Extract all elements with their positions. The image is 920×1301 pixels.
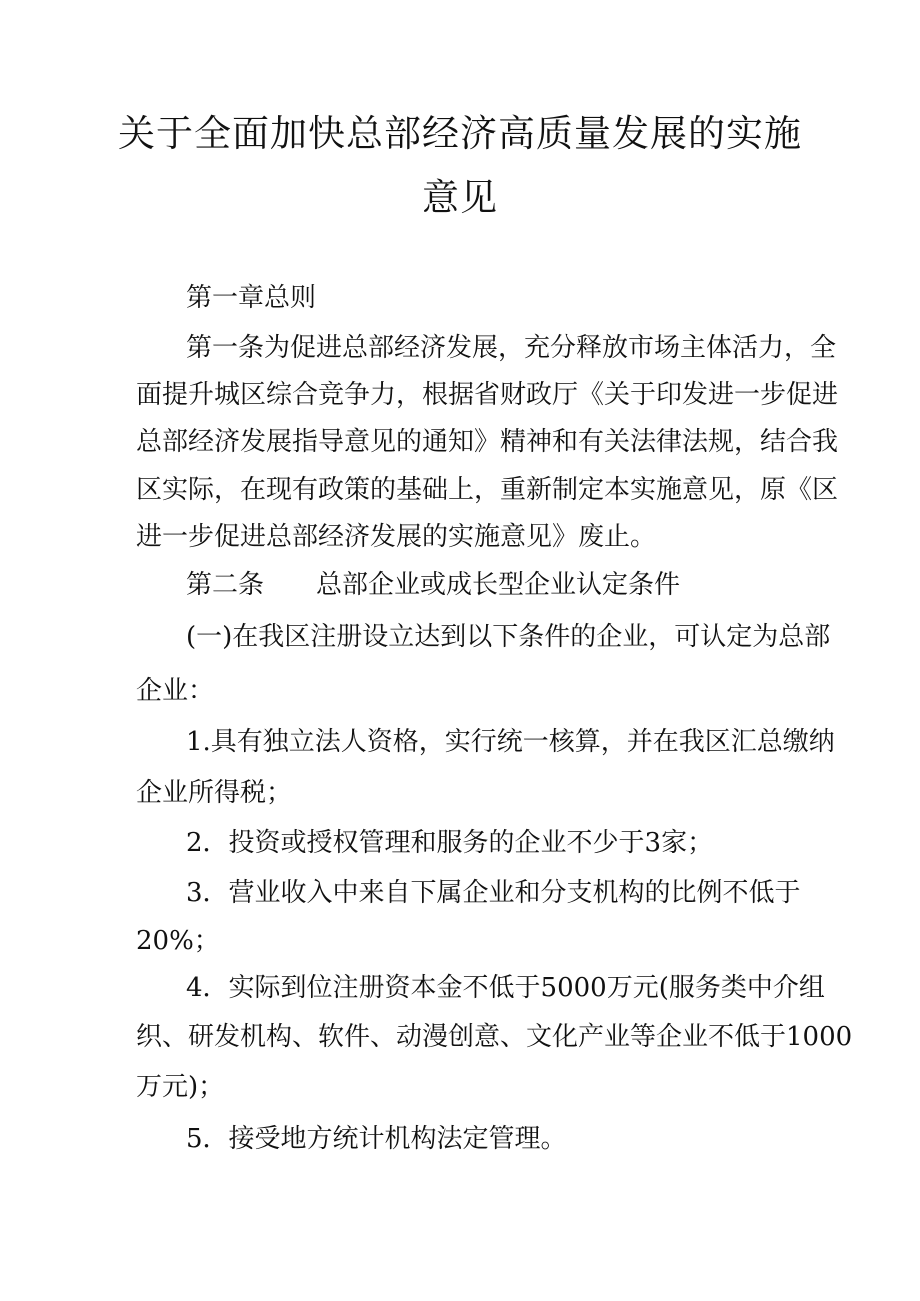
item-4-line-2: 织、研发机构、软件、动漫创意、文化产业等企业不低于1000: [136, 1022, 853, 1052]
article-1-line-5: 进一步促进总部经济发展的实施意见》废止。: [136, 522, 657, 552]
item-5: 5．接受地方统计机构法定管理。: [186, 1124, 567, 1154]
item-2: 2．投资或授权管理和服务的企业不少于3家；: [186, 828, 714, 858]
chapter-heading: 第一章总则: [186, 283, 317, 313]
clause-1-line-1: (一)在我区注册设立达到以下条件的企业，可认定为总部: [186, 622, 831, 652]
document-title-line-1: 关于全面加快总部经济高质量发展的实施: [118, 112, 802, 155]
item-1-line-1: 1.具有独立法人资格，实行统一核算，并在我区汇总缴纳: [186, 727, 835, 757]
clause-1-line-2: 企业：: [136, 676, 215, 706]
article-1-line-3: 总部经济发展指导意见的通知》精神和有关法律法规，结合我: [136, 427, 839, 457]
item-4-line-1: 4．实际到位注册资本金不低于5000万元(服务类中介组: [186, 973, 825, 1003]
article-1-line-4: 区实际，在现有政策的基础上，重新制定本实施意见，原《区: [136, 475, 839, 505]
item-1-line-2: 企业所得税；: [136, 778, 293, 808]
article-1-line-2: 面提升城区综合竞争力，根据省财政厅《关于印发进一步促进: [136, 380, 839, 410]
item-3-line-1: 3．营业收入中来自下属企业和分支机构的比例不低于: [186, 878, 801, 908]
item-3-line-2: 20%；: [136, 926, 220, 956]
item-4-line-3: 万元)；: [136, 1072, 225, 1102]
document-title-line-2: 意见: [422, 176, 498, 219]
article-1-line-1: 第一条为促进总部经济发展，充分释放市场主体活力，全: [186, 333, 837, 363]
article-2-heading: 第二条 总部企业或成长型企业认定条件: [186, 570, 681, 600]
